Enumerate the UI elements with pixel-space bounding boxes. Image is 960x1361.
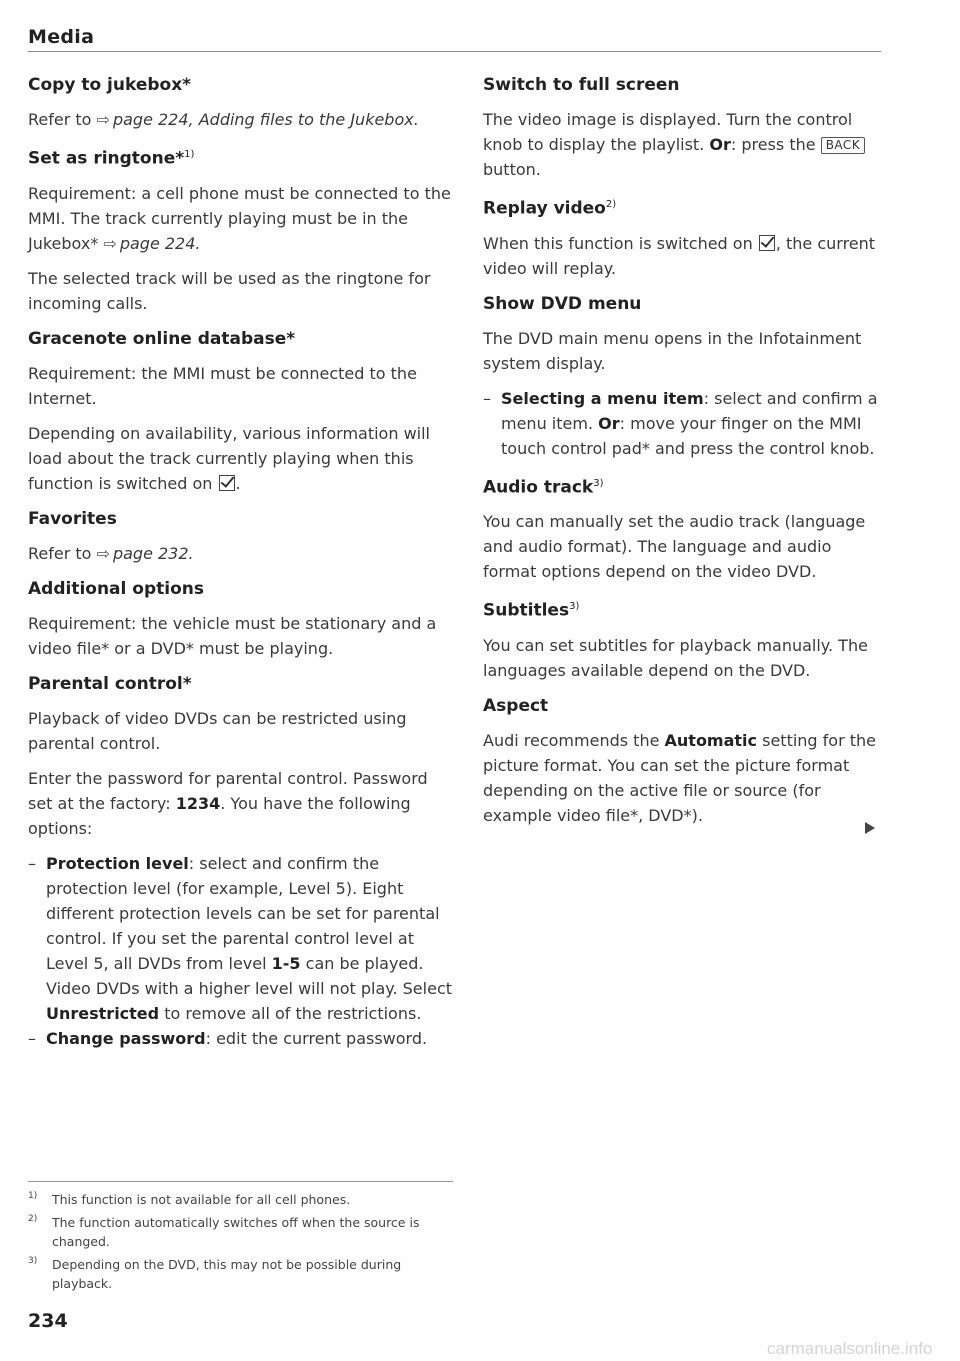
heading-replay-video: Replay video$^{2)}$ — [483, 198, 617, 219]
checkbox-checked-icon — [759, 235, 775, 251]
heading-parental-control: Parental control* — [28, 673, 192, 694]
additional-requirement: Requirement: the vehicle must be stationary and a video file* or a DVD* must be playing. — [28, 613, 437, 658]
heading-copy-to-jukebox: Copy to jukebox* — [28, 75, 192, 95]
continue-arrow-icon — [865, 822, 875, 834]
reference-arrow-icon: ⇨ — [96, 543, 110, 563]
heading-audio-track: Audio track$^{3)}$ — [483, 477, 604, 498]
footnote-divider — [28, 1181, 453, 1182]
back-key-label: BACK — [821, 137, 865, 154]
parental-description: Playback of video DVDs can be restricted using parental control. — [28, 708, 407, 753]
right-column — [483, 72, 883, 838]
footnote-marker: 1) — [184, 149, 195, 160]
dvd-menu-paragraph: The DVD main menu opens in the Infotainment system display. — [483, 328, 862, 373]
ringtone-requirement: Requirement: a cell phone must be connected to the MMI. The track currently playing must be in the Jukebox* ⇨ page 224. — [28, 183, 451, 253]
heading-full-screen: Switch to full screen — [483, 75, 680, 95]
footnotes — [28, 1190, 453, 1297]
left-column — [28, 72, 453, 1051]
page-number: 234 — [28, 1310, 68, 1332]
audio-track-paragraph: You can manually set the audio track (language and audio format). The language and audio format options depend on the video DVD. — [483, 512, 866, 582]
subtitles-paragraph: You can set subtitles for playback manually. The languages available depend on the DVD. — [483, 635, 868, 680]
checkbox-checked-icon — [219, 475, 235, 491]
heading-favorites: Favorites — [28, 508, 117, 529]
footnote-marker: 3) — [593, 477, 604, 489]
list-item-protection-level: – Protection level: select and confirm the protection level (for example, Level 5). Eight different protection levels can be set for parental control. If you set the parental control level at Level 5, all DVDs from level 1-5 can be played. Video DVDs with a higher level will not play. Select Unrestricted to remove all of the restrictions. — [28, 851, 453, 1026]
footnote-item: 2) The function automatically switches off when the source is changed. — [28, 1214, 420, 1249]
gracenote-description: Depending on availability, various information will load about the track currently playing when this function is switched on . — [28, 423, 430, 493]
header-divider — [28, 51, 881, 52]
page-reference-link[interactable]: ⇨ page 224. — [103, 233, 201, 253]
full-screen-paragraph: The video image is displayed. Turn the control knob to display the playlist. Or: press the BACK button. — [483, 107, 883, 182]
factory-password: 1234 — [175, 793, 221, 813]
list-item-change-password: – Change password: edit the current password. — [28, 1026, 453, 1051]
gracenote-requirement: Requirement: the MMI must be connected to the Internet. — [28, 363, 417, 408]
heading-show-dvd-menu: Show DVD menu — [483, 293, 642, 314]
page-reference-link[interactable]: ⇨ page 224, Adding files to the Jukebox. — [96, 110, 419, 129]
watermark: carmanualsonline.info — [767, 1339, 933, 1358]
heading-gracenote: Gracenote online database* — [28, 328, 296, 349]
ringtone-description: The selected track will be used as the ringtone for incoming calls. — [28, 268, 431, 313]
footnote-item: 1) This function is not available for all cell phones. — [28, 1191, 351, 1207]
copy-paragraph: Refer to ⇨ page 224, Adding files to the Jukebox. — [28, 110, 419, 129]
password-paragraph: Enter the password for parental control. Password set at the factory: 1234. You have the following options: — [28, 768, 428, 838]
section-header: Media — [28, 26, 95, 48]
favorites-paragraph: Refer to ⇨ page 232. — [28, 543, 194, 563]
list-item-selecting-menu: – Selecting a menu item: select and confirm a menu item. Or: move your finger on the MMI touch control pad* and press the control knob. — [483, 386, 883, 461]
footnote-marker: 2) — [605, 199, 617, 210]
heading-subtitles: Subtitles$^{3)}$ — [483, 600, 580, 621]
heading-aspect: Aspect — [483, 695, 549, 716]
reference-arrow-icon: ⇨ — [96, 110, 110, 129]
aspect-paragraph: Audi recommends the Automatic setting for the picture format. You can set the picture format depending on the active file or source (for example video file*, DVD*). — [483, 730, 877, 825]
footnote-item: 3) Depending on the DVD, this may not be possible during playback. — [28, 1256, 402, 1291]
heading-additional-options: Additional options — [28, 578, 204, 599]
reference-arrow-icon: ⇨ — [103, 233, 117, 253]
heading-set-as-ringtone: Set as ringtone*$^{1)}$ — [28, 148, 195, 169]
footnote-marker: 3) — [569, 601, 580, 613]
page-reference-link[interactable]: ⇨ page 232. — [96, 543, 194, 563]
replay-paragraph: When this function is switched on , the current video will replay. — [483, 233, 876, 278]
